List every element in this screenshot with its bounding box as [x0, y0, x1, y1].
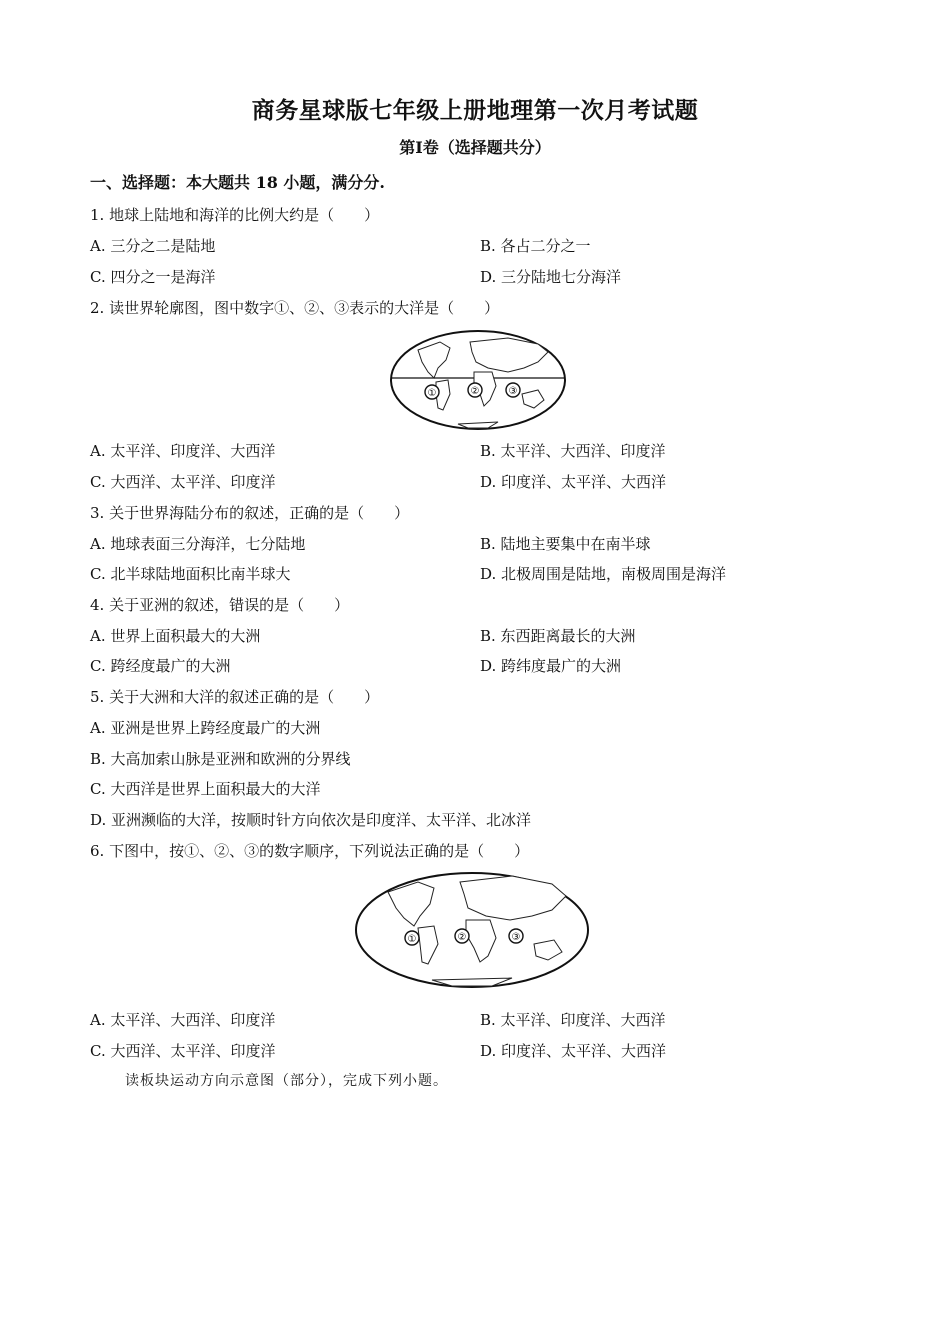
question-6-option-d: D. 印度洋、太平洋、大西洋 [480, 1042, 667, 1060]
question-3-option-b: B. 陆地主要集中在南半球 [480, 535, 651, 553]
question-6-stem: 6. 下图中，按①、②、③的数字顺序，下列说法正确的是（ ） [90, 842, 530, 860]
question-6-option-b: B. 太平洋、印度洋、大西洋 [480, 1011, 666, 1029]
question-5-option-d: D. 亚洲濒临的大洋，按顺时针方向依次是印度洋、太平洋、北冰洋 [90, 811, 532, 829]
question-2-option-a: A. 太平洋、印度洋、大西洋 [90, 442, 276, 460]
question-4-option-d: D. 跨纬度最广的大洲 [480, 657, 622, 675]
marker-2: ② [470, 386, 480, 397]
marker-1: ① [427, 388, 437, 399]
question-3-option-d: D. 北极周围是陆地，南极周围是海洋 [480, 565, 727, 583]
question-3-option-c: C. 北半球陆地面积比南半球大 [90, 565, 291, 583]
question-1-option-c: C. 四分之一是海洋 [90, 268, 216, 286]
marker-1b: ① [407, 934, 417, 945]
volume-subtitle: 第Ⅰ卷（选择题共分） [399, 138, 551, 157]
question-5-stem: 5. 关于大洲和大洋的叙述正确的是（ ） [90, 688, 380, 706]
marker-3b: ③ [511, 932, 521, 943]
question-3-option-a: A. 地球表面三分海洋，七分陆地 [90, 535, 306, 553]
world-outline-map-1 [388, 328, 568, 432]
question-2-option-b: B. 太平洋、大西洋、印度洋 [480, 442, 666, 460]
marker-2b: ② [457, 932, 467, 943]
question-4-stem: 4. 关于亚洲的叙述，错误的是（ ） [90, 596, 350, 614]
question-5-option-c: C. 大西洋是世界上面积最大的大洋 [90, 780, 321, 798]
question-5-option-b: B. 大高加索山脉是亚洲和欧洲的分界线 [90, 750, 351, 768]
question-1-option-a: A. 三分之二是陆地 [90, 237, 216, 255]
reading-instruction: 读板块运动方向示意图（部分），完成下列小题。 [125, 1073, 448, 1089]
question-1-option-d: D. 三分陆地七分海洋 [480, 268, 622, 286]
page-title: 商务星球版七年级上册地理第一次月考试题 [251, 97, 699, 124]
section-heading: 一、选择题：本大题共 18 小题，满分分. [90, 173, 385, 192]
marker-3: ③ [508, 386, 518, 397]
question-5-option-a: A. 亚洲是世界上跨经度最广的大洲 [90, 719, 321, 737]
question-4-option-c: C. 跨经度最广的大洲 [90, 657, 231, 675]
world-outline-map-2 [352, 868, 592, 990]
question-2-option-d: D. 印度洋、太平洋、大西洋 [480, 473, 667, 491]
question-6-option-c: C. 大西洋、太平洋、印度洋 [90, 1042, 276, 1060]
question-1-stem: 1. 地球上陆地和海洋的比例大约是（ ） [90, 206, 380, 224]
question-2-stem: 2. 读世界轮廓图，图中数字①、②、③表示的大洋是（ ） [90, 299, 500, 317]
question-4-option-a: A. 世界上面积最大的大洲 [90, 627, 261, 645]
question-6-option-a: A. 太平洋、大西洋、印度洋 [90, 1011, 276, 1029]
question-2-option-c: C. 大西洋、太平洋、印度洋 [90, 473, 276, 491]
question-1-option-b: B. 各占二分之一 [480, 237, 591, 255]
question-3-stem: 3. 关于世界海陆分布的叙述，正确的是（ ） [90, 504, 410, 522]
question-4-option-b: B. 东西距离最长的大洲 [480, 627, 636, 645]
